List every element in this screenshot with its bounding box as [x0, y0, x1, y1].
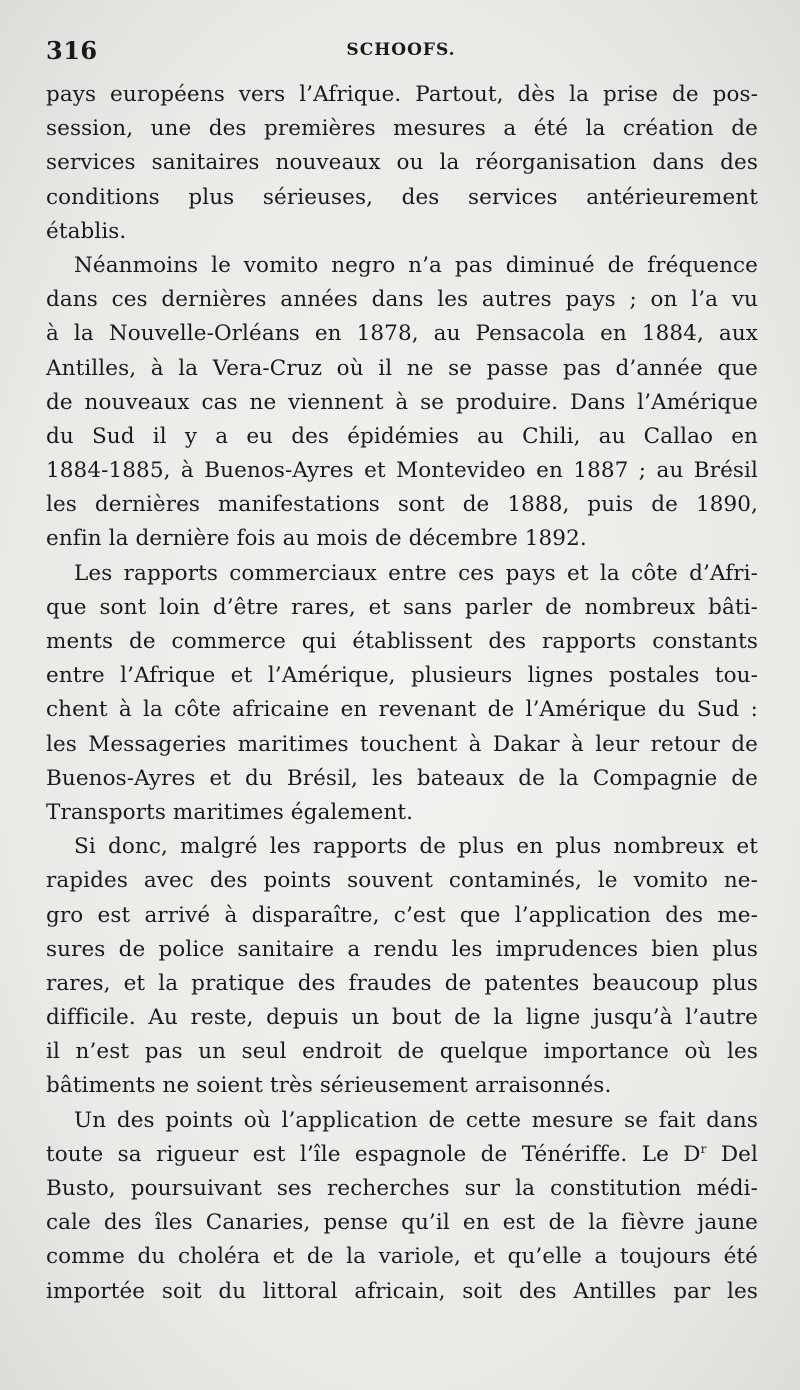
text-line: pays européens vers l’Afrique. Partout, dès la prise de pos-	[46, 82, 758, 107]
text-line: bâtiments ne soient très sérieusement arraisonnés.	[46, 1073, 612, 1099]
running-head: SCHOOFS.	[346, 40, 456, 60]
text-line: Busto, poursuivant ses recherches sur la constitution médi-	[46, 1176, 758, 1201]
text-line: Antilles, à la Vera-Cruz où il ne se passe pas d’année que	[46, 355, 758, 381]
paragraph-1	[46, 78, 758, 249]
text-line: Buenos-Ayres et du Brésil, les bateaux de la Compagnie de	[46, 765, 758, 791]
paragraph-5	[46, 1104, 758, 1309]
text-line: Si donc, malgré les rapports de plus en plus nombreux et	[74, 834, 758, 860]
text-line: Un des points où l’application de cette mesure se fait dans	[74, 1107, 758, 1133]
superscript: r	[700, 1141, 707, 1156]
text-line: du Sud il y a eu des épidémies au Chili, au Callao en	[46, 423, 758, 449]
text-line: chent à la côte africaine en revenant de l’Amérique du Sud :	[46, 697, 758, 723]
page-number: 316	[46, 36, 98, 65]
text-segment: toute sa rigueur est l’île espagnole de Ténériffe. Le D	[46, 1141, 701, 1167]
text-line: comme du choléra et de la variole, et qu’elle a toujours été	[46, 1244, 758, 1270]
text-line: cale des îles Canaries, pense qu’il en est de la fièvre jaune	[46, 1210, 758, 1236]
text-line: ments de commerce qui établissent des rapports constants	[46, 629, 758, 654]
text-line: de nouveaux cas ne viennent à se produire. Dans l’Amérique	[46, 389, 758, 415]
text-line: les Messageries maritimes touchent à Dakar à leur retour de	[46, 731, 758, 757]
paragraph-3	[46, 557, 758, 831]
text-line: Néanmoins le vomito negro n’a pas diminué de fréquence	[74, 252, 758, 278]
text-line: dans ces dernières années dans les autres pays ; on l’a vu	[46, 287, 758, 313]
text-line: difficile. Au reste, depuis un bout de la ligne jusqu’à l’autre	[46, 1005, 758, 1031]
text-line: services sanitaires nouveaux ou la réorganisation dans des	[46, 150, 758, 176]
text-line: gro est arrivé à disparaître, c’est que l’application des me-	[46, 902, 758, 928]
text-line: rapides avec des points souvent contaminés, le vomito ne-	[46, 868, 758, 894]
text-line: sures de police sanitaire a rendu les imprudences bien plus	[46, 936, 758, 962]
text-line: les dernières manifestations sont de 1888, puis de 1890,	[46, 492, 758, 518]
paragraph-4	[46, 830, 758, 1104]
text-line: conditions plus sérieuses, des services antérieurement	[46, 184, 758, 210]
text-line: entre l’Afrique et l’Amérique, plusieurs lignes postales tou-	[46, 663, 758, 689]
text-line: 1884-1885, à Buenos-Ayres et Montevideo en 1887 ; au Brésil	[46, 458, 758, 484]
text-line: enfin la dernière fois au mois de décembre 1892.	[46, 526, 587, 552]
text-line: importée soit du littoral africain, soit des Antilles par les	[46, 1278, 758, 1304]
text-line: session, une des premières mesures a été la création de	[46, 116, 758, 142]
body-text	[46, 78, 758, 1309]
text-line: à la Nouvelle-Orléans en 1878, au Pensacola en 1884, aux	[46, 321, 758, 347]
text-line: Les rapports commerciaux entre ces pays et la côte d’Afri-	[74, 560, 758, 586]
text-line: établis.	[46, 218, 127, 244]
text-line: rares, et la pratique des fraudes de patentes beaucoup plus	[46, 970, 758, 996]
text-line-with-superscript	[46, 1138, 758, 1172]
text-line: il n’est pas un seul endroit de quelque importance où les	[46, 1039, 758, 1065]
text-line: Transports maritimes également.	[46, 799, 414, 825]
page-header	[46, 36, 756, 72]
text-segment: Del	[706, 1141, 758, 1167]
paragraph-2	[46, 249, 758, 557]
text-line: que sont loin d’être rares, et sans parler de nombreux bâti-	[46, 594, 758, 620]
